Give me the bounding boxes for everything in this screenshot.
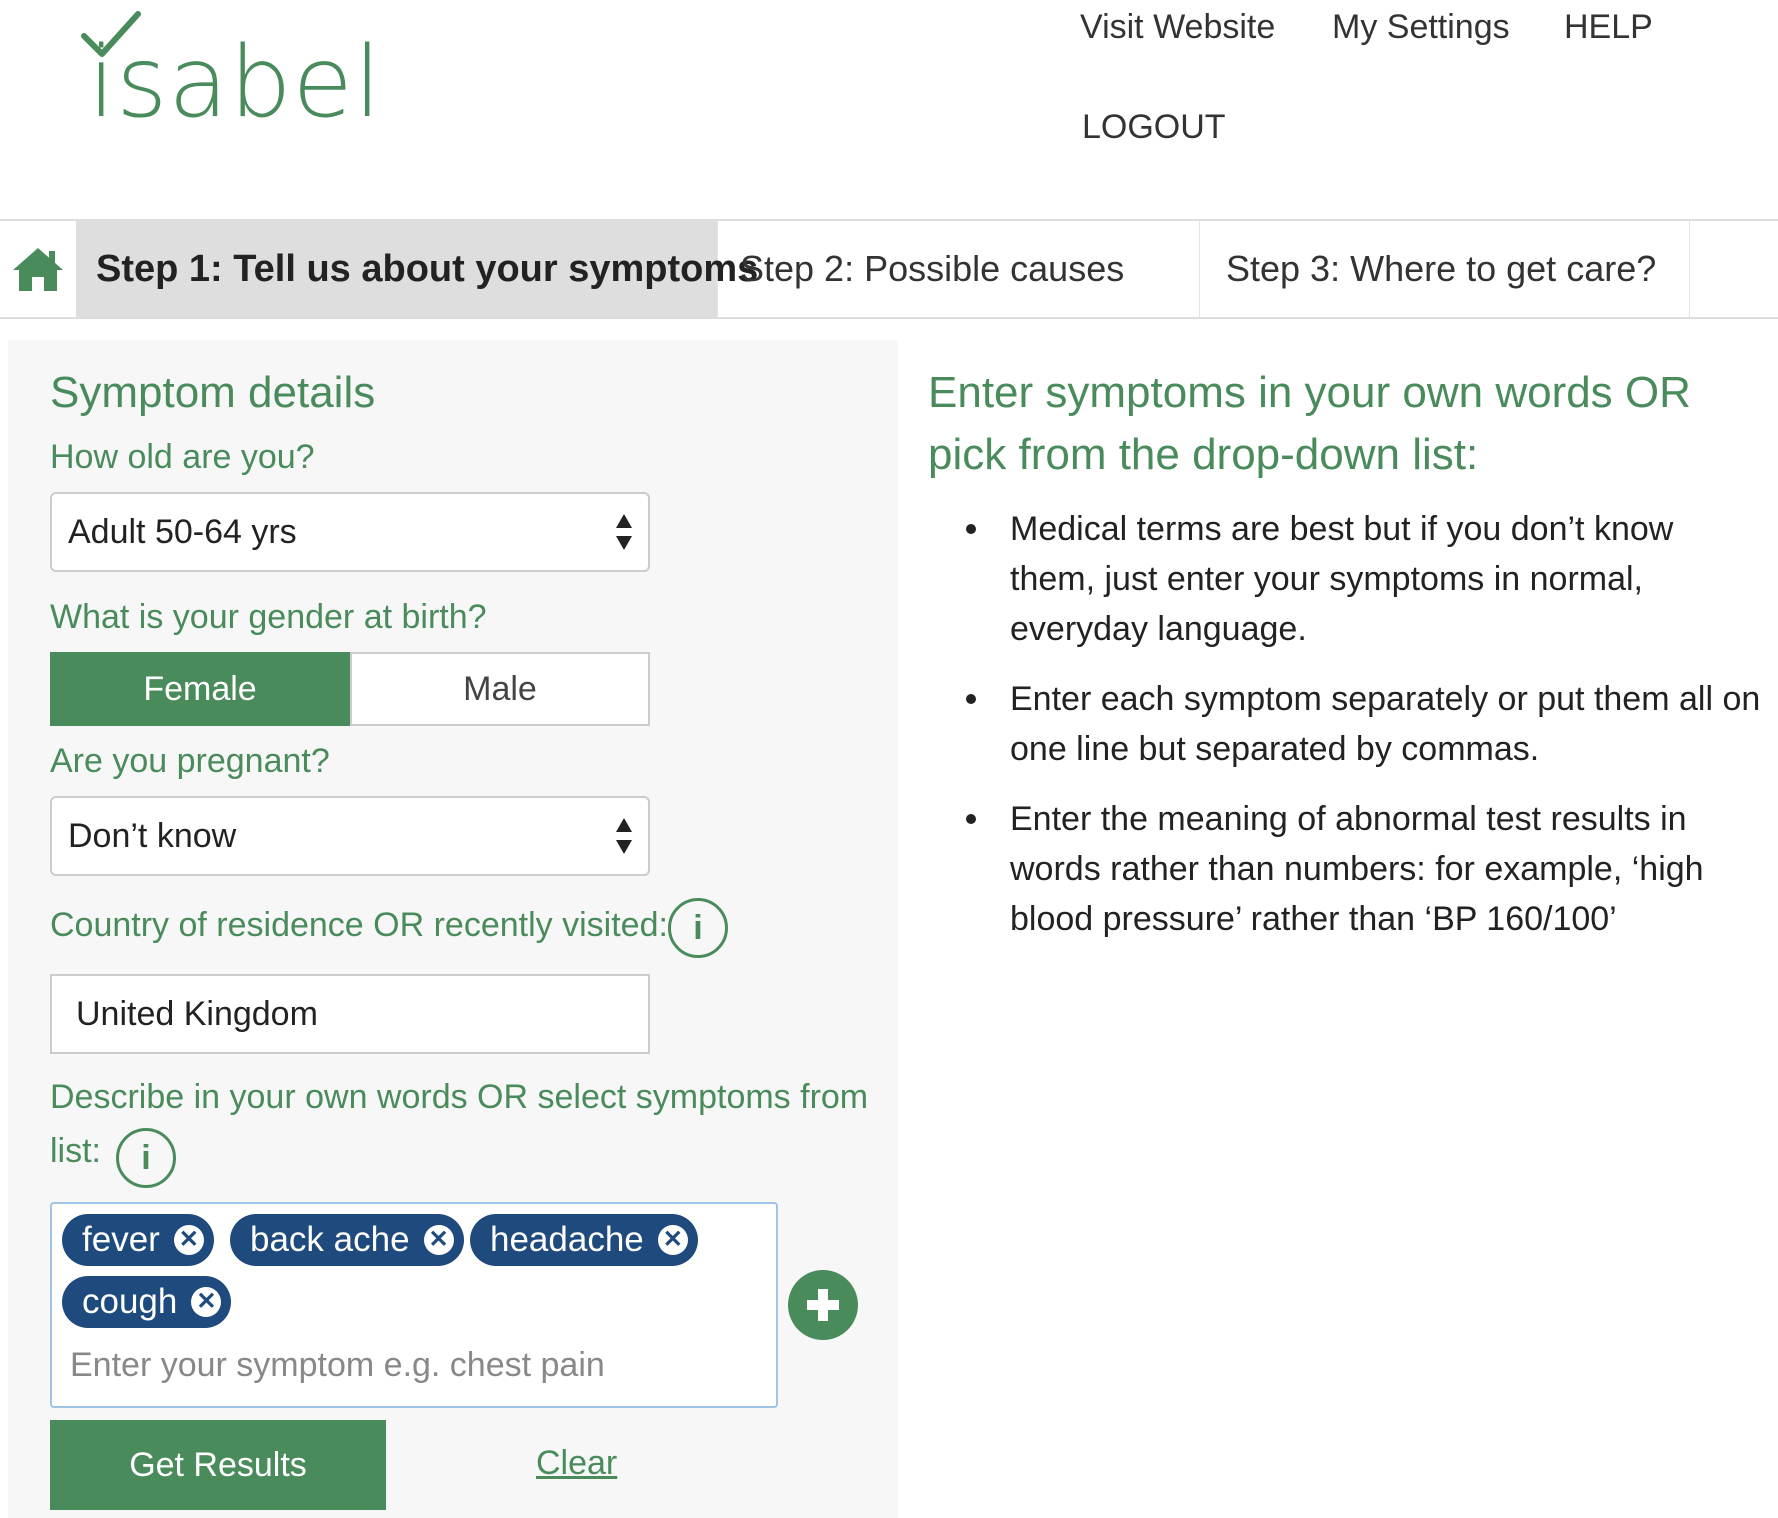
symptom-tag-cough: [62, 1276, 231, 1328]
home-icon: [11, 245, 65, 293]
gender-male-button[interactable]: Male: [350, 652, 650, 726]
symptom-tag-fever: [62, 1214, 214, 1266]
pregnant-select-value: Don’t know: [68, 816, 237, 855]
help-tip: Medical terms are best but if you don’t know them, just enter your symptoms in normal, everyday language.: [966, 504, 1766, 654]
country-info-icon[interactable]: i: [668, 898, 728, 958]
get-results-button[interactable]: Get Results: [50, 1420, 386, 1510]
pregnant-label: Are you pregnant?: [50, 742, 330, 780]
symptoms-label-line1: Describe in your own words OR select symptoms from: [50, 1078, 869, 1116]
close-circle-icon[interactable]: ✕: [191, 1287, 221, 1317]
form-title: Symptom details: [50, 368, 376, 417]
symptom-tag-back-ache: [230, 1214, 464, 1266]
symptom-input[interactable]: [70, 1340, 730, 1390]
visit-website-link[interactable]: Visit Website: [1080, 8, 1276, 46]
help-tip: Enter the meaning of abnormal test results in words rather than numbers: for example, ‘high blood pressure’ rather than ‘BP 160/100’: [966, 794, 1766, 944]
symptom-tag-input[interactable]: [50, 1202, 778, 1408]
home-button[interactable]: [0, 221, 76, 317]
country-label: Country of residence OR recently visited:: [50, 906, 668, 944]
logout-link[interactable]: LOGOUT: [1082, 108, 1226, 146]
tab-step-1[interactable]: Step 1: Tell us about your symptoms: [76, 221, 718, 317]
help-tips-list: [966, 504, 1766, 964]
my-settings-link[interactable]: My Settings: [1332, 8, 1510, 46]
symptom-form-panel: [8, 340, 898, 1518]
clear-link[interactable]: Clear: [536, 1444, 618, 1482]
tab-step-3[interactable]: Step 3: Where to get care?: [1200, 221, 1690, 317]
close-circle-icon[interactable]: ✕: [658, 1225, 688, 1255]
pregnant-select[interactable]: [50, 796, 650, 876]
sort-arrows-icon: [614, 512, 634, 552]
help-tip: Enter each symptom separately or put them all on one line but separated by commas.: [966, 674, 1766, 774]
isabel-logo[interactable]: [78, 6, 383, 140]
gender-label: What is your gender at birth?: [50, 598, 487, 636]
tag-label: cough: [82, 1282, 178, 1321]
close-circle-icon[interactable]: ✕: [174, 1225, 204, 1255]
logo-wordmark: isabel: [88, 26, 383, 140]
tab-step-2[interactable]: Step 2: Possible causes: [718, 221, 1200, 317]
steps-bar: [0, 219, 1778, 319]
tag-label: back ache: [250, 1220, 410, 1259]
symptoms-label-line2: list:: [50, 1132, 101, 1170]
country-field[interactable]: United Kingdom: [50, 974, 650, 1054]
sort-arrows-icon: [614, 816, 634, 856]
symptom-tag-headache: [470, 1214, 698, 1266]
help-link[interactable]: HELP: [1564, 8, 1653, 46]
plus-circle-icon: [803, 1285, 843, 1325]
symptoms-info-icon[interactable]: i: [116, 1128, 176, 1188]
age-select[interactable]: [50, 492, 650, 572]
tag-label: headache: [490, 1220, 644, 1259]
tag-label: fever: [82, 1220, 160, 1259]
age-label: How old are you?: [50, 438, 315, 476]
age-select-value: Adult 50-64 yrs: [68, 512, 297, 551]
close-circle-icon[interactable]: ✕: [424, 1225, 454, 1255]
add-symptom-button[interactable]: [788, 1270, 858, 1340]
gender-female-button[interactable]: Female: [50, 652, 350, 726]
help-panel-title: Enter symptoms in your own words OR pick from the drop-down list:: [928, 368, 1691, 479]
